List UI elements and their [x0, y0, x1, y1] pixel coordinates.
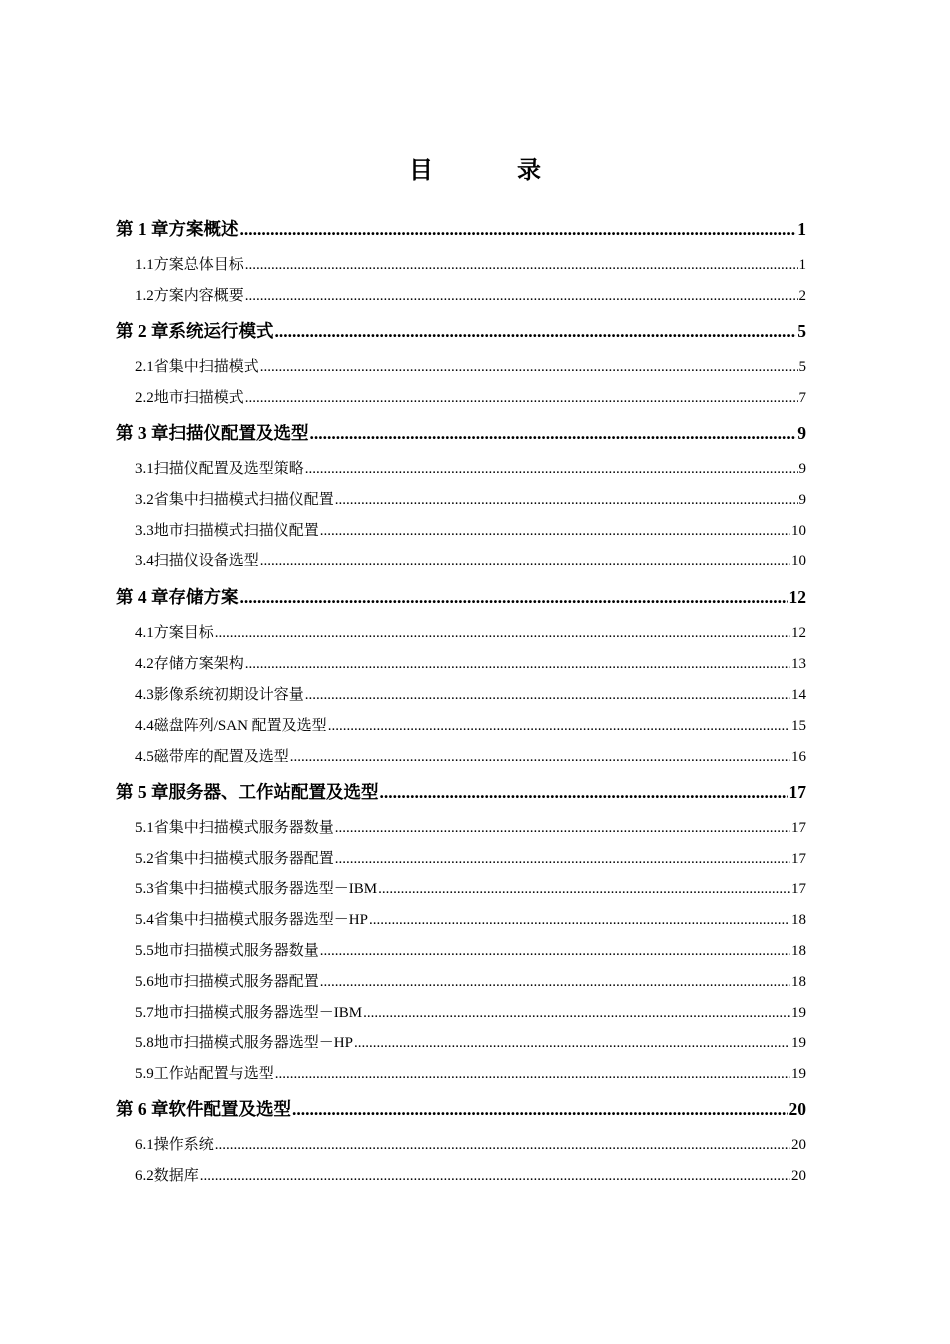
toc-entry-title: 扫描仪配置及选型 — [168, 423, 309, 443]
toc-page-number: 19 — [791, 1066, 806, 1082]
toc-page-number: 9 — [797, 423, 806, 443]
toc-page-number: 1 — [798, 257, 806, 273]
toc-page-number: 18 — [791, 912, 806, 928]
toc-entry-number: 5.5 — [135, 943, 154, 959]
toc-dot-leader — [215, 1137, 790, 1154]
toc-dot-leader — [354, 1035, 790, 1052]
toc-entry-title: 磁带库的配置及选型 — [153, 749, 289, 765]
toc-entry-number: 1.2 — [135, 288, 154, 304]
toc-section-entry[interactable] — [116, 1031, 806, 1053]
toc-entry-title: 地市扫描模式服务器选型－HP — [153, 1035, 353, 1051]
toc-page-number: 9 — [798, 461, 806, 477]
toc-entry-title: 扫描仪配置及选型策略 — [153, 461, 304, 477]
toc-entry-title: 地市扫描模式 — [153, 390, 244, 406]
toc-entry-title: 存储方案架构 — [153, 656, 244, 672]
toc-entry-number: 第 4 章 — [116, 587, 169, 607]
toc-entry-title: 存储方案 — [168, 587, 239, 607]
toc-entry-title: 方案目标 — [153, 625, 214, 641]
toc-dot-leader — [369, 912, 790, 929]
toc-dot-leader — [320, 523, 790, 540]
toc-page-number: 9 — [798, 492, 806, 508]
toc-chapter-entry[interactable] — [116, 216, 806, 242]
toc-entry-title: 省集中扫描模式扫描仪配置 — [153, 492, 334, 508]
toc-entry-number: 5.6 — [135, 974, 154, 990]
toc-dot-leader — [245, 288, 798, 305]
toc-entry-number: 2.2 — [135, 390, 154, 406]
toc-page-number: 14 — [791, 687, 806, 703]
toc-page-number: 18 — [791, 974, 806, 990]
toc-entry-number: 5.1 — [135, 820, 154, 836]
toc-dot-leader — [335, 851, 790, 868]
toc-section-entry[interactable] — [116, 457, 806, 479]
toc-page-number: 19 — [791, 1005, 806, 1021]
toc-dot-leader — [245, 656, 790, 673]
toc-entry-number: 2.1 — [135, 359, 154, 375]
toc-entry-number: 4.5 — [135, 749, 154, 765]
toc-entry-title: 软件配置及选型 — [168, 1099, 291, 1119]
toc-page-number: 10 — [791, 553, 806, 569]
toc-section-entry[interactable] — [116, 253, 806, 275]
toc-section-entry[interactable] — [116, 1062, 806, 1084]
toc-dot-leader — [305, 461, 798, 478]
toc-page-number: 17 — [791, 851, 806, 867]
toc-section-entry[interactable] — [116, 939, 806, 961]
toc-section-entry[interactable] — [116, 284, 806, 306]
toc-dot-leader — [245, 257, 798, 274]
toc-entry-number: 第 1 章 — [116, 219, 169, 239]
toc-section-entry[interactable] — [116, 908, 806, 930]
toc-entry-number: 5.9 — [135, 1066, 154, 1082]
toc-page-number: 5 — [797, 321, 806, 341]
toc-entry-number: 6.1 — [135, 1137, 154, 1153]
toc-dot-leader — [240, 587, 788, 608]
toc-entry-number: 1.1 — [135, 257, 154, 273]
toc-section-entry[interactable] — [116, 970, 806, 992]
toc-entry-number: 第 3 章 — [116, 423, 169, 443]
toc-section-entry[interactable] — [116, 714, 806, 736]
toc-page-number: 17 — [791, 881, 806, 897]
toc-page-number: 13 — [791, 656, 806, 672]
toc-section-entry[interactable] — [116, 519, 806, 541]
toc-entry-title: 省集中扫描模式服务器配置 — [153, 851, 334, 867]
toc-page-number: 15 — [791, 718, 806, 734]
toc-section-entry[interactable] — [116, 745, 806, 767]
page-title: 目 录 — [409, 158, 571, 184]
toc-entry-number: 5.2 — [135, 851, 154, 867]
toc-entry-number: 6.2 — [135, 1168, 154, 1184]
toc-entry-number: 4.2 — [135, 656, 154, 672]
toc-section-entry[interactable] — [116, 386, 806, 408]
toc-entry-title: 省集中扫描模式服务器数量 — [153, 820, 334, 836]
toc-entry-title: 方案内容概要 — [153, 288, 244, 304]
toc-dot-leader — [380, 782, 788, 803]
toc-dot-leader — [328, 718, 790, 735]
toc-page-number: 2 — [798, 288, 806, 304]
toc-entry-number: 5.8 — [135, 1035, 154, 1051]
toc-entry-title: 省集中扫描模式 — [153, 359, 259, 375]
toc-entry-title: 方案概述 — [168, 219, 239, 239]
toc-entry-number: 5.3 — [135, 881, 154, 897]
toc-section-entry[interactable] — [116, 683, 806, 705]
toc-page-number: 12 — [791, 625, 806, 641]
toc-section-entry[interactable] — [116, 488, 806, 510]
toc-entry-title: 工作站配置与选型 — [153, 1066, 274, 1082]
toc-entry-title: 省集中扫描模式服务器选型－HP — [153, 912, 368, 928]
toc-dot-leader — [305, 687, 790, 704]
toc-page-number: 5 — [798, 359, 806, 375]
toc-dot-leader — [292, 1099, 788, 1120]
toc-page-number: 17 — [788, 782, 806, 802]
toc-dot-leader — [320, 943, 790, 960]
toc-chapter-entry[interactable] — [116, 779, 806, 805]
toc-section-entry[interactable] — [116, 1001, 806, 1023]
toc-entry-title: 服务器、工作站配置及选型 — [168, 782, 379, 802]
toc-entry-number: 第 5 章 — [116, 782, 169, 802]
toc-page-number: 16 — [791, 749, 806, 765]
toc-entry-title: 地市扫描模式扫描仪配置 — [153, 523, 319, 539]
toc-page-number: 12 — [788, 587, 806, 607]
toc-entry-title: 地市扫描模式服务器选型－IBM — [153, 1005, 363, 1021]
toc-chapter-entry[interactable] — [116, 318, 806, 344]
toc-chapter-entry[interactable] — [116, 420, 806, 446]
toc-entry-number: 3.2 — [135, 492, 154, 508]
toc-section-entry[interactable] — [116, 549, 806, 571]
toc-dot-leader — [240, 219, 797, 240]
toc-page-number: 19 — [791, 1035, 806, 1051]
toc-dot-leader — [260, 553, 790, 570]
toc-page-number: 18 — [791, 943, 806, 959]
toc-entry-number: 4.3 — [135, 687, 154, 703]
toc-entry-number: 3.1 — [135, 461, 154, 477]
toc-entry-number: 4.1 — [135, 625, 154, 641]
toc-section-entry[interactable] — [116, 816, 806, 838]
toc-chapter-entry[interactable] — [116, 584, 806, 610]
toc-dot-leader — [335, 820, 790, 837]
toc-dot-leader — [260, 359, 798, 376]
toc-entry-number: 4.4 — [135, 718, 154, 734]
toc-page-number: 10 — [791, 523, 806, 539]
toc-page-number: 17 — [791, 820, 806, 836]
toc-dot-leader — [290, 749, 790, 766]
toc-dot-leader — [378, 881, 790, 898]
toc-entry-title: 地市扫描模式服务器数量 — [153, 943, 319, 959]
toc-entry-number: 5.4 — [135, 912, 154, 928]
toc-dot-leader — [215, 625, 790, 642]
toc-entry-title: 地市扫描模式服务器配置 — [153, 974, 319, 990]
toc-dot-leader — [275, 321, 797, 342]
toc-entry-title: 磁盘阵列/SAN 配置及选型 — [153, 718, 327, 734]
toc-chapter-entry[interactable] — [116, 1096, 806, 1122]
toc-dot-leader — [320, 974, 790, 991]
toc-section-entry[interactable] — [116, 1133, 806, 1155]
toc-dot-leader — [310, 423, 797, 444]
toc-section-entry[interactable] — [116, 847, 806, 869]
toc-section-entry[interactable] — [116, 877, 806, 899]
toc-section-entry[interactable] — [116, 652, 806, 674]
toc-page-number: 20 — [788, 1099, 806, 1119]
toc-entry-title: 省集中扫描模式服务器选型－IBM — [153, 881, 378, 897]
toc-section-entry[interactable] — [116, 621, 806, 643]
toc-page-number: 20 — [791, 1168, 806, 1184]
toc-dot-leader — [200, 1168, 790, 1185]
toc-dot-leader — [363, 1005, 790, 1022]
toc-entry-title: 操作系统 — [153, 1137, 214, 1153]
toc-dot-leader — [335, 492, 798, 509]
toc-page-number: 20 — [791, 1137, 806, 1153]
toc-entry-number: 3.3 — [135, 523, 154, 539]
toc-section-entry[interactable] — [116, 1164, 806, 1186]
toc-entry-number: 5.7 — [135, 1005, 154, 1021]
toc-dot-leader — [245, 390, 798, 407]
toc-entry-title: 方案总体目标 — [153, 257, 244, 273]
toc-entry-title: 数据库 — [153, 1168, 199, 1184]
toc-entry-number: 第 2 章 — [116, 321, 169, 341]
toc-entry-title: 影像系统初期设计容量 — [153, 687, 304, 703]
toc-section-entry[interactable] — [116, 355, 806, 377]
toc-entry-number: 3.4 — [135, 553, 154, 569]
toc-entry-title: 系统运行模式 — [168, 321, 274, 341]
toc-page-number: 7 — [798, 390, 806, 406]
toc-page-number: 1 — [797, 219, 806, 239]
toc-entry-title: 扫描仪设备选型 — [153, 553, 259, 569]
toc-dot-leader — [275, 1066, 790, 1083]
toc-entry-number: 第 6 章 — [116, 1099, 169, 1119]
